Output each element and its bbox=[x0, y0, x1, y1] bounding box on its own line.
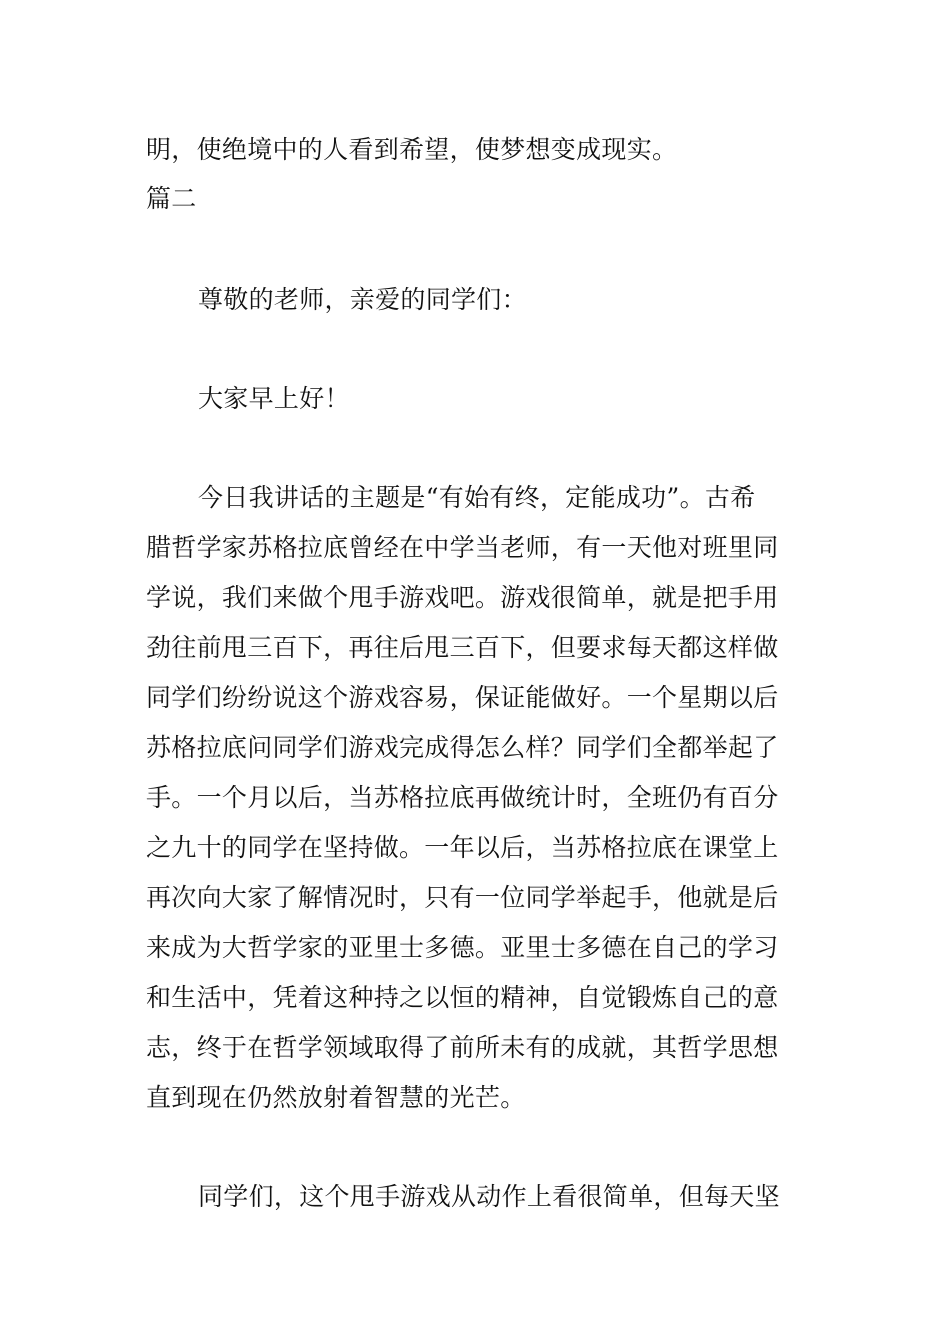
greeting: 大家早上好！ bbox=[198, 384, 350, 413]
paragraph-line: 同学们纷纷说这个游戏容易，保证能做好。一个星期以后 bbox=[146, 683, 779, 712]
paragraph-line: 苏格拉底问同学们游戏完成得怎么样？同学们全都举起了 bbox=[146, 733, 779, 762]
paragraph-line: 劲往前甩三百下，再往后甩三百下，但要求每天都这样做 bbox=[146, 633, 779, 662]
paragraph-line: 手。一个月以后，当苏格拉底再做统计时，全班仍有百分 bbox=[146, 783, 779, 812]
paragraph-line: 同学们，这个甩手游戏从动作上看很简单，但每天坚 bbox=[198, 1182, 780, 1211]
section-heading: 篇二 bbox=[146, 184, 197, 213]
salutation: 尊敬的老师，亲爱的同学们： bbox=[198, 285, 527, 314]
paragraph-line: 志，终于在哲学领域取得了前所未有的成就，其哲学思想 bbox=[146, 1033, 779, 1062]
paragraph-line: 来成为大哲学家的亚里士多德。亚里士多德在自己的学习 bbox=[146, 933, 779, 962]
paragraph-line: 腊哲学家苏格拉底曾经在中学当老师，有一天他对班里同 bbox=[146, 533, 779, 562]
text-line: 明，使绝境中的人看到希望，使梦想变成现实。 bbox=[146, 135, 678, 164]
paragraph-line: 和生活中，凭着这种持之以恒的精神，自觉锻炼自己的意 bbox=[146, 983, 779, 1012]
paragraph-line: 直到现在仍然放射着智慧的光芒。 bbox=[146, 1083, 526, 1112]
paragraph-line: 再次向大家了解情况时，只有一位同学举起手，他就是后 bbox=[146, 883, 779, 912]
paragraph-line: 学说，我们来做个甩手游戏吧。游戏很简单，就是把手用 bbox=[146, 583, 779, 612]
paragraph-line: 之九十的同学在坚持做。一年以后，当苏格拉底在课堂上 bbox=[146, 833, 779, 862]
paragraph-line: 今日我讲话的主题是“有始有终，定能成功”。古希 bbox=[198, 483, 756, 512]
